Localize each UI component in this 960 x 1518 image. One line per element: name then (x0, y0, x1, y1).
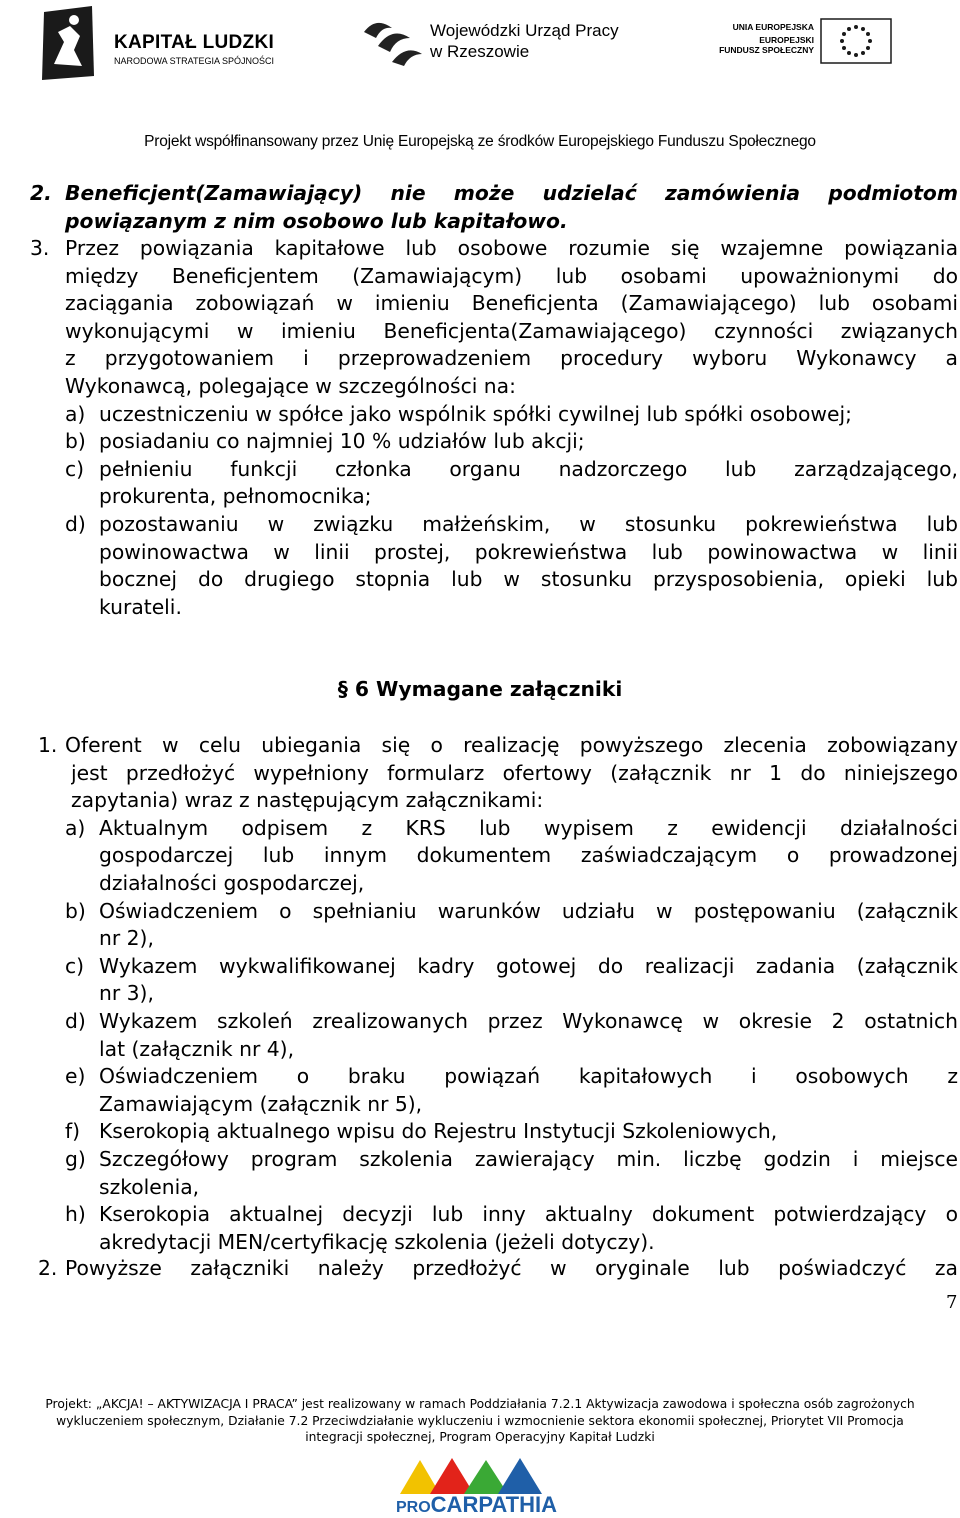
subitem-c (0, 953, 960, 1008)
kapital-ludzki-logo (40, 6, 300, 84)
subitem-label: e) (65, 1064, 86, 1089)
text-line: szkolenia, (99, 1174, 200, 1199)
section6-item2 (0, 1255, 960, 1283)
procarpathia-wordmark (396, 1492, 560, 1518)
subitem-c (0, 456, 960, 511)
text-line: wykonującymi w imieniu Beneficjenta(Zamawiającego) czynności związanych (65, 318, 958, 343)
text-line: nr 3), (99, 981, 154, 1006)
footer-line1: Projekt: „AKCJA! – AKTYWIZACJA I PRACA” jest realizowany w ramach Poddziałania 7.2.1 Aktywizacja zawodowa i społeczna osób zagrożonych (45, 1397, 915, 1411)
subitem-g (0, 1146, 960, 1201)
text-line: Wykazem szkoleń zrealizowanych przez Wykonawcę w okresie 2 ostatnich (99, 1008, 958, 1033)
item-number: 3. (30, 236, 50, 260)
subitem-label: a) (65, 401, 86, 426)
wup-logo (362, 12, 632, 72)
text-line: z przygotowaniem i przeprowadzeniem procedury wyboru Wykonawcy a (65, 346, 958, 371)
subitem-label: b) (65, 429, 86, 454)
text-line: Wykonawcą, polegające w szczególności na: (65, 373, 516, 398)
text-line: akredytacji MEN/certyfikację szkolenia (jeżeli dotyczy). (99, 1229, 655, 1254)
eu-flag-icon (820, 18, 892, 64)
kapital-ludzki-subtitle: NARODOWA STRATEGIA SPÓJNOŚCI (114, 56, 275, 66)
text-line: kurateli. (99, 594, 182, 619)
subitem-label: d) (65, 1008, 86, 1033)
procarpathia-pro: PRO (396, 1499, 431, 1516)
subitem-label: a) (65, 815, 86, 840)
wup-name-line1: Wojewódzki Urząd Pracy (430, 21, 619, 40)
subitem-h (0, 1201, 960, 1256)
text-line: powiązanym z nim osobowo lub kapitałowo. (65, 208, 568, 233)
footer (0, 1396, 960, 1446)
procarpathia-logo (396, 1458, 560, 1518)
text-line: prokurenta, pełnomocnika; (99, 484, 372, 509)
text-line: między Beneficjentem (Zamawiającym) lub osobami upoważnionymi do (65, 263, 958, 288)
text-line: Beneficjent(Zamawiający) nie może udzielać zamówienia podmiotom (65, 181, 958, 205)
item-number: 2. (30, 181, 52, 205)
text-line: zapytania) wraz z następującym załącznikami: (71, 788, 544, 813)
eu-line2: EUROPEJSKI (759, 35, 814, 45)
text-line: Kserokopią aktualnego wpisu do Rejestru Instytucji Szkoleniowych, (99, 1119, 778, 1144)
eu-line3: FUNDUSZ SPOŁECZNY (719, 45, 814, 55)
text-line: bocznej do drugiego stopnia lub w stosunku przysposobienia, opieki lub (99, 567, 958, 592)
kapital-ludzki-title: KAPITAŁ LUDZKI (114, 32, 275, 53)
text-line: jest przedłożyć wypełniony formularz ofertowy (załącznik nr 1 do niniejszego (71, 760, 958, 785)
subitem-b (0, 898, 960, 953)
text-line: zaciągania zobowiązań w imieniu Beneficjenta (Zamawiającego) lub osobami (65, 291, 958, 316)
subitem-a (0, 815, 960, 898)
text-line: Aktualnym odpisem z KRS lub wypisem z ewidencji działalności (99, 815, 958, 840)
procarpathia-triangles-icon (400, 1458, 556, 1494)
text-line: posiadaniu co najmniej 10 % udziałów lub akcji; (99, 429, 585, 454)
page-number: 7 (946, 1292, 958, 1313)
section5-item3 (0, 235, 960, 621)
text-line: działalności gospodarczej, (99, 870, 365, 895)
text-line: pełnieniu funkcji członka organu nadzorczego lub zarządzającego, (99, 456, 958, 481)
section6-heading: § 6 Wymagane załączniki (337, 677, 623, 701)
footer-line3: integracji społecznej, Program Operacyjny Kapitał Ludzki (305, 1430, 655, 1444)
subitem-label: d) (65, 511, 86, 536)
text-line: gospodarczej lub innym dokumentem zaświadczającym o prowadzonej (99, 843, 958, 868)
wup-birds-icon (362, 12, 424, 68)
text-line: Szczegółowy program szkolenia zawierający min. liczbę godzin i miejsce (99, 1146, 958, 1171)
subitem-label: b) (65, 898, 86, 923)
subitem-d (0, 511, 960, 621)
subitem-b (0, 428, 960, 456)
subitem-label: f) (65, 1119, 81, 1144)
subitem-label: c) (65, 456, 85, 481)
text-line: Oświadczeniem o spełnianiu warunków udziału w postępowaniu (załącznik (99, 898, 958, 923)
wup-name-line2: w Rzeszowie (430, 42, 530, 61)
text-line: Kserokopia aktualnej decyzji lub inny aktualny dokument potwierdzający o (99, 1202, 958, 1227)
section5-item2 (0, 180, 960, 235)
text-line: uczestniczeniu w spółce jako wspólnik spółki cywilnej lub spółki osobowej; (99, 401, 852, 426)
item-number: 1. (38, 733, 58, 757)
subitem-d (0, 1008, 960, 1063)
eu-line1: UNIA EUROPEJSKA (732, 22, 814, 32)
subitem-a (0, 401, 960, 429)
text-line: powinowactwa w linii prostej, pokrewieństwa lub powinowactwa w linii (99, 539, 958, 564)
text-line: Powyższe załączniki należy przedłożyć w oryginale lub poświadczyć za (65, 1256, 958, 1280)
text-line: Oświadczeniem o braku powiązań kapitałowych i osobowych z (99, 1064, 958, 1089)
text-line: Wykazem wykwalifikowanej kadry gotowej do realizacji zadania (załącznik (99, 953, 958, 978)
header-logos (0, 0, 960, 150)
eu-logo (710, 18, 900, 68)
procarpathia-carpathia: CARPATHIA (430, 1492, 557, 1517)
subitem-e (0, 1063, 960, 1118)
subitem-label: c) (65, 953, 85, 978)
text-line: nr 2), (99, 926, 154, 951)
cofinancing-note: Projekt współfinansowany przez Unię Europejską ze środków Europejskiego Funduszu Społecznego (144, 133, 816, 150)
text-line: pozostawaniu w związku małżeńskim, w stosunku pokrewieństwa lub (99, 511, 958, 536)
section6-item1 (0, 732, 960, 1256)
kapital-ludzki-emblem-icon (40, 6, 96, 80)
subitem-f (0, 1118, 960, 1146)
text-line: Zamawiającym (załącznik nr 5), (99, 1091, 423, 1116)
text-line: Przez powiązania kapitałowe lub osobowe rozumie się wzajemne powiązania (65, 236, 958, 260)
item-number: 2. (38, 1256, 58, 1280)
footer-line2: wykluczeniem społecznym, Działanie 7.2 Przeciwdziałanie wykluczeniu i wzmocnienie sektora ekonomii społecznej, Priorytet VII Promocja (56, 1413, 904, 1428)
subitem-label: g) (65, 1146, 86, 1171)
text-line: Oferent w celu ubiegania się o realizację powyższego zlecenia zobowiązany (65, 733, 958, 757)
subitem-label: h) (65, 1202, 86, 1227)
text-line: lat (załącznik nr 4), (99, 1036, 295, 1061)
